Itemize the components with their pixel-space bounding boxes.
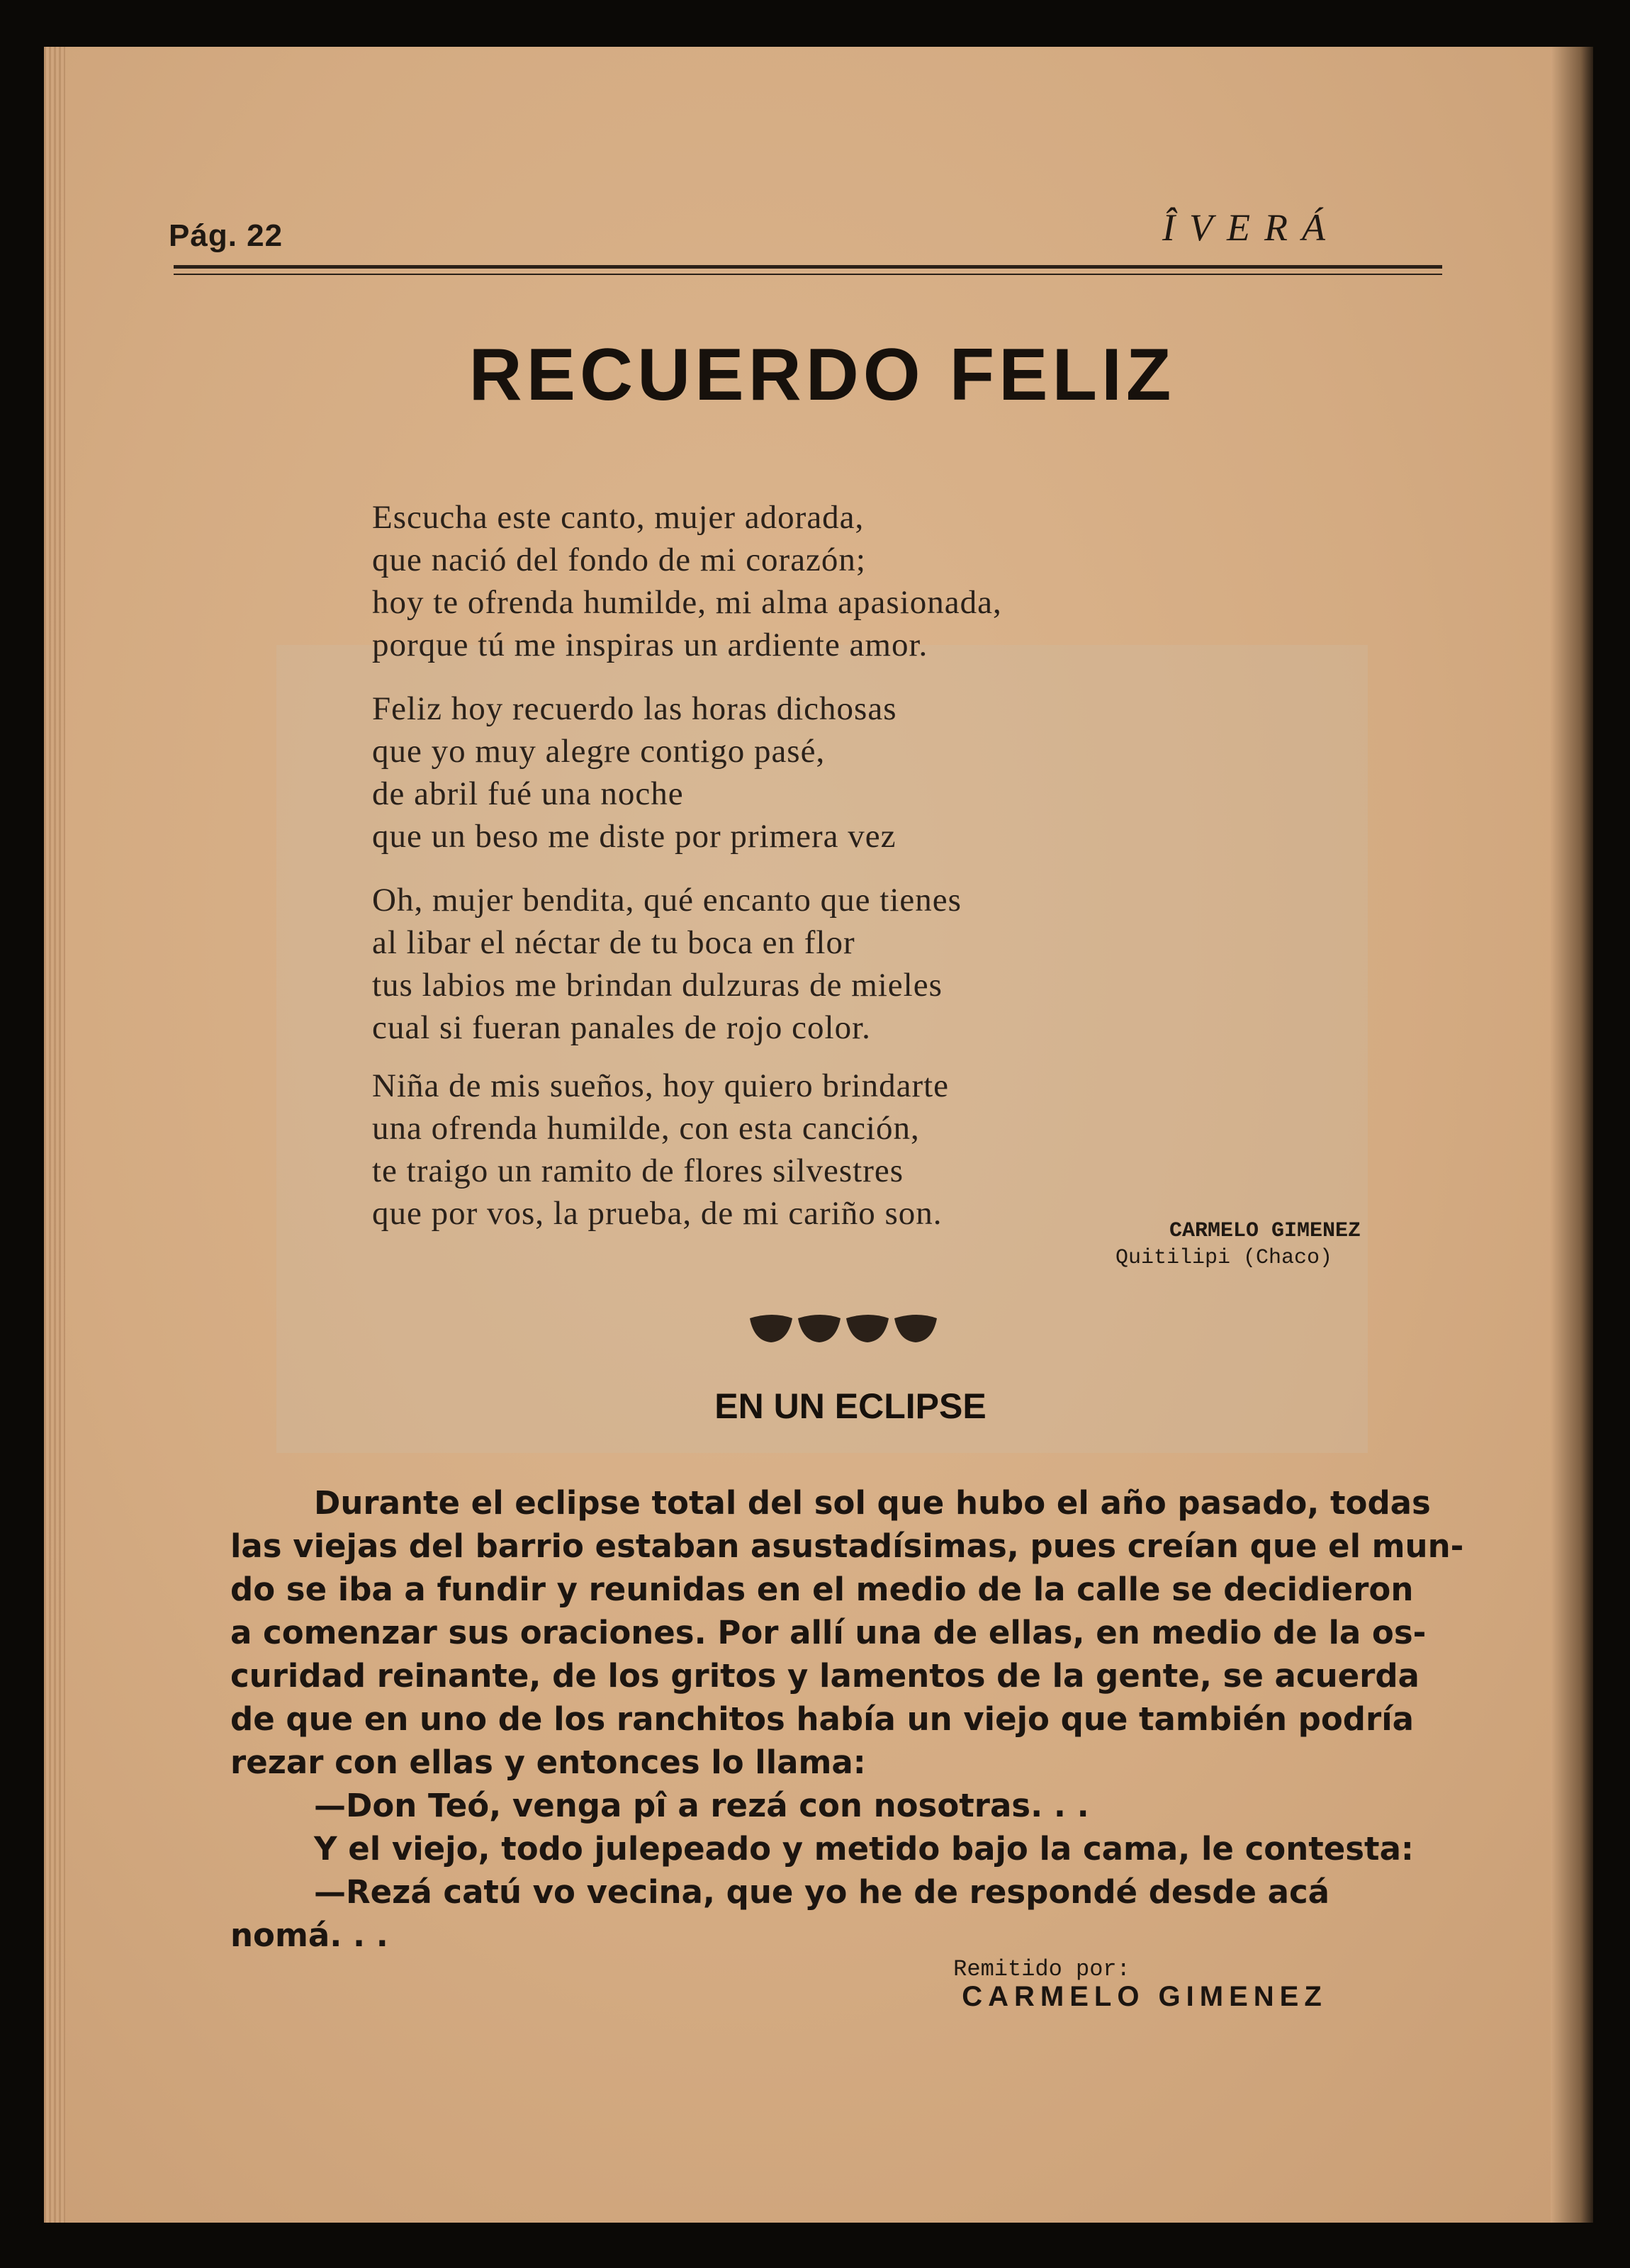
prose-line — [230, 1525, 1463, 1568]
prose-line — [230, 1611, 1463, 1654]
prose-line — [230, 1827, 1463, 1870]
prose-line — [230, 1568, 1463, 1611]
poem-line: Oh, mujer bendita, qué encanto que tienes — [372, 882, 962, 919]
poem-line: te traigo un ramito de flores silvestres — [372, 1152, 904, 1189]
prose-line-text: —Don Teó, venga pî a rezá con nosotras. . . — [314, 1787, 1089, 1824]
prose-line-text: las viejas del barrio estaban asustadísimas, pues creían que el mun- — [230, 1527, 1464, 1565]
header-rule-thin — [174, 274, 1442, 275]
stanza-4 — [372, 1065, 1364, 1235]
book-gutter — [1551, 47, 1593, 2223]
poem-line: porque tú me inspiras un ardiente amor. — [372, 627, 928, 663]
prose-line-text: a comenzar sus oraciones. Por allí una de ellas, en medio de la os- — [230, 1614, 1427, 1651]
poem-line: que un beso me diste por primera vez — [372, 818, 896, 855]
poem-line: hoy te ofrenda humilde, mi alma apasionada, — [372, 584, 1002, 621]
poem-line: Escucha este canto, mujer adorada, — [372, 499, 865, 536]
prose-line-text: Durante el eclipse total del sol que hubo el año pasado, todas — [314, 1484, 1431, 1522]
prose-line-text: curidad reinante, de los gritos y lamentos de la gente, se acuerda — [230, 1657, 1420, 1695]
prose-line — [230, 1784, 1463, 1827]
poem-line: de abril fué una noche — [372, 775, 684, 812]
anecdote-text — [230, 1481, 1463, 1957]
prose-line — [230, 1481, 1463, 1525]
prose-line — [230, 1654, 1463, 1697]
header-rule-thick — [174, 265, 1442, 269]
poem-line: Feliz hoy recuerdo las horas dichosas — [372, 690, 897, 727]
anecdote-title: EN UN ECLIPSE — [714, 1386, 987, 1426]
prose-line — [230, 1697, 1463, 1741]
poem-line: al libar el néctar de tu boca en flor — [372, 924, 855, 961]
poem-line: tus labios me brindan dulzuras de mieles — [372, 967, 943, 1004]
stanza-1 — [372, 496, 1364, 666]
ornament-divider-icon — [744, 1306, 943, 1348]
magazine-name: ÎVERÁ — [1162, 206, 1339, 249]
prose-line-text: Y el viejo, todo julepeado y metido bajo la cama, le contesta: — [314, 1830, 1414, 1868]
prose-line — [230, 1914, 1463, 1957]
sent-by-name: CARMELO GIMENEZ — [962, 1981, 1327, 2012]
poem-title: RECUERDO FELIZ — [468, 334, 1176, 416]
page-edges — [44, 47, 65, 2223]
poem-place: Quitilipi (Chaco) — [1115, 1246, 1332, 1270]
poem-line: que nació del fondo de mi corazón; — [372, 541, 866, 578]
poem-line: que yo muy alegre contigo pasé, — [372, 733, 826, 770]
poem-author: CARMELO GIMENEZ — [1169, 1219, 1361, 1243]
prose-line-text: de que en uno de los ranchitos había un viejo que también podría — [230, 1700, 1414, 1738]
poem-line: que por vos, la prueba, de mi cariño son. — [372, 1195, 943, 1232]
sent-by-label: Remitido por: — [953, 1956, 1130, 1982]
stanza-3 — [372, 879, 1364, 1049]
prose-line-text: do se iba a fundir y reunidas en el medio de la calle se decidieron — [230, 1571, 1414, 1608]
poem-line: cual si fueran panales de rojo color. — [372, 1009, 871, 1046]
prose-line — [230, 1870, 1463, 1914]
prose-line-text: nomá. . . — [230, 1916, 388, 1954]
poem-line: Niña de mis sueños, hoy quiero brindarte — [372, 1067, 950, 1104]
page-number: Pág. 22 — [169, 218, 283, 253]
prose-line-text: rezar con ellas y entonces lo llama: — [230, 1744, 866, 1781]
stanza-2 — [372, 687, 1364, 858]
prose-line — [230, 1741, 1463, 1784]
poem-line: una ofrenda humilde, con esta canción, — [372, 1110, 920, 1147]
prose-line-text: —Rezá catú vo vecina, que yo he de respondé desde acá — [314, 1873, 1330, 1911]
